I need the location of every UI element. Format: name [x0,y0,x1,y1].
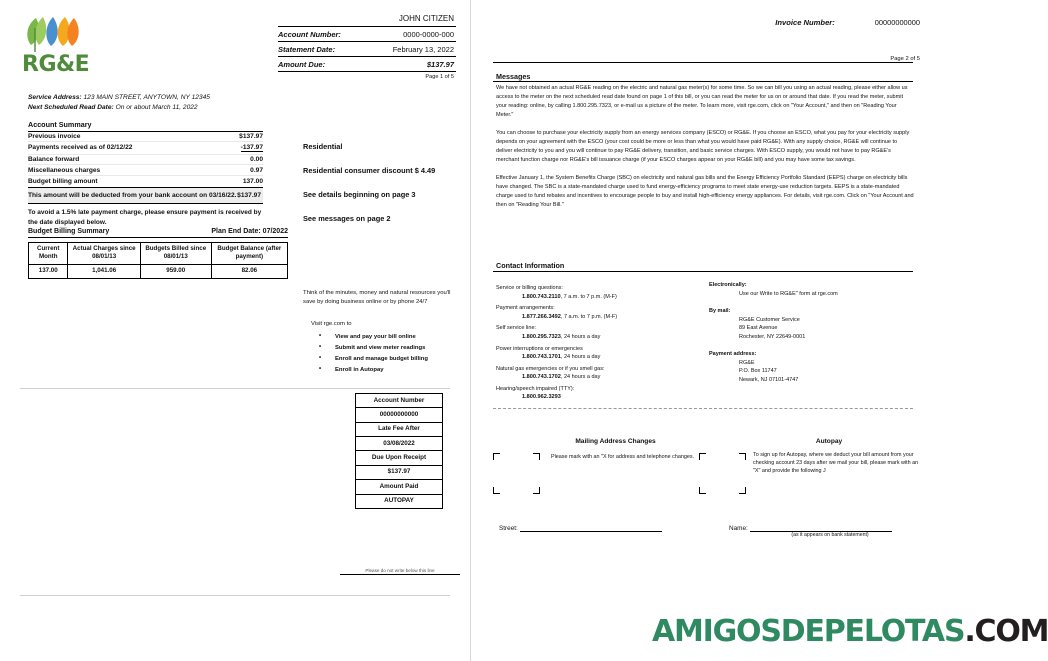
statement-date-label: Statement Date: [278,44,336,54]
promo-visit-label: Visit rge.com to [311,321,352,328]
contact-hours: , 7 a.m. to 7 p.m. (M-F) [560,313,618,320]
stub-due-amount: $137.97 [356,466,442,480]
service-address-label: Service Address: [28,94,82,101]
account-summary-section [28,120,263,228]
col-header-budgets-billed: Budgets Billed since 08/01/13 [140,243,211,265]
contact-number-line [522,373,711,382]
street-input[interactable] [520,524,662,532]
list-item: • Enroll and manage budget billing [319,354,455,365]
payment-address-line: P.O. Box 11747 [739,368,777,375]
contact-label: Natural gas emergencies or if you smell gas: [496,365,605,372]
checkbox-corner-mark[interactable] [493,453,500,460]
see-messages-note: See messages on page 2 [303,214,391,224]
autopay-form [699,438,921,497]
promo-bullet-list [319,332,455,376]
autodeduct-text: This amount will be deducted from your bank account on 03/16/22. [28,191,237,199]
contact-phone-list [496,281,711,402]
contact-number: 1.800.743.1702 [522,374,561,381]
account-number-row [278,27,456,42]
summary-label: Budget billing amount [28,177,98,185]
summary-value: 137.00 [242,177,263,185]
contact-number: 1.800.743.2110 [522,293,561,300]
page-1-indicator: Page 1 of 5 [425,74,454,80]
rge-wordmark: RG&E [22,52,90,77]
cell-actual-charges: 1,041.06 [68,264,140,278]
stub-late-fee-label: Late Fee After [356,423,442,437]
invoice-number-block [775,18,920,27]
rge-logo [22,14,106,77]
checkbox-corner-mark[interactable] [699,453,706,460]
contact-number-line [522,393,711,402]
summary-label: Payments received as of 02/12/22 [28,143,133,151]
summary-value: -137.97 [240,143,263,151]
invoice-number-label: Invoice Number: [775,18,835,27]
page-2-indicator: Page 2 of 5 [890,56,920,62]
summary-row [28,155,263,166]
contact-hours: , 24 hours a day [560,333,601,340]
list-item: • View and pay your bill online [319,332,455,343]
contact-address-list [709,281,929,384]
divider [493,271,913,272]
autopay-title: Autopay [815,438,843,445]
invoice-number-value: 00000000000 [874,18,920,27]
contact-label: Power interruptions or emergencies [496,345,583,352]
account-number-value: 0000-0000-000 [403,29,454,39]
contact-number: 1.877.266.3492 [522,313,561,320]
cell-current-month: 137.00 [29,264,68,278]
mailing-address-changes-text: Please mark with an "X for address and telephone changes. [551,454,695,460]
checkbox-corner-mark[interactable] [493,487,500,494]
checkbox-corner-mark[interactable] [739,453,746,460]
summary-row [28,176,263,186]
autodeduct-value: $137.97 [237,192,261,200]
account-number-label: Account Number: [278,29,341,39]
mailing-address-changes-form [493,438,708,497]
messages-title: Messages [496,72,531,81]
watermark-main-text: AMIGOSDEPELOTAS [652,614,965,649]
service-address-value: 123 MAIN STREET, ANYTOWN, NY 12345 [83,94,210,101]
cell-budget-balance: 82.06 [211,264,287,278]
contact-number-line [522,293,711,302]
summary-value: 0.00 [250,156,263,164]
next-read-value: On or about March 11, 2022 [115,103,198,111]
contact-number: 1.800.295.7323 [522,333,561,340]
next-read-line [28,103,328,113]
account-header-block [278,12,456,80]
street-label: Street: [499,525,518,532]
see-details-note: See details beginning on page 3 [303,190,416,200]
plan-end-date: Plan End Date: 07/2022 [211,228,288,235]
amount-due-label: Amount Due: [278,59,326,69]
checkbox-corner-mark[interactable] [739,487,746,494]
contact-label: Hearing/speech impaired (TTY): [496,385,575,392]
budget-billing-title: Budget Billing Summary [28,228,110,235]
contact-label: Payment arrangements: [496,305,555,312]
autopay-text: To sign up for Autopay, where we deduct your bill amount from your checking account 23 days after we mail your bill, please mark with an "X" and provide the following J [753,452,919,475]
customer-name: JOHN CITIZEN [278,12,456,27]
summary-row [28,165,263,176]
bill-page-2 [470,0,936,661]
col-header-actual-charges: Actual Charges since 08/01/13 [68,243,140,265]
contact-label: Service or billing questions: [496,285,563,291]
checkbox-corner-mark[interactable] [533,487,540,494]
table-row [29,264,288,278]
contact-number-line [522,333,711,342]
contact-number-line [522,353,711,362]
amount-due-value: $137.97 [426,59,454,69]
late-payment-note: To avoid a 1.5% late payment charge, please ensure payment is received by the date displayed below. [28,209,262,227]
promo-intro: Think of the minutes, money and natural resources you'll save by doing business online or by phone 24/7 [303,290,451,306]
contact-information-title: Contact Information [496,261,565,270]
contact-hours: , 24 hours a day [560,374,601,381]
rge-logo-marks [22,14,92,54]
account-summary-title: Account Summary [28,120,263,132]
divider [493,81,913,82]
payment-address-line: RG&E [739,359,755,366]
contact-label: Self service line: [496,325,537,332]
name-field-hint: (as it appears on bank statement) [791,532,869,538]
summary-value: 0.97 [250,166,263,174]
bill-page-1 [0,0,470,661]
cell-budgets-billed: 959.00 [140,264,211,278]
statement-date-value: February 13, 2022 [392,44,454,54]
watermark-suffix-text: .COM [964,614,1048,649]
summary-row [28,132,263,143]
contact-hours: , 24 hours a day [560,354,601,361]
divider [20,595,450,596]
residential-notes [303,141,453,237]
contact-hours: , 7 a.m. to 7 p.m. (M-F) [560,293,617,300]
payment-stub [355,393,443,509]
by-mail-label: By mail: [709,308,731,315]
checkbox-corner-mark[interactable] [533,453,540,460]
residential-heading: Residential [303,142,343,151]
name-field-group [729,524,901,538]
by-mail-line: RG&E Customer Service [739,316,800,323]
list-item: • Enroll in Autopay [319,365,455,376]
stub-account-number-label: Account Number [356,394,442,408]
payment-address-label: Payment address: [709,351,757,358]
amount-due-row [278,57,456,72]
messages-body [496,84,914,219]
summary-label: Miscellaneous charges [28,166,101,174]
electronically-label: Electronically: [709,282,747,288]
street-field-group [499,524,662,532]
summary-row [28,142,263,154]
autodeduct-highlight-row [28,187,263,205]
list-item: • Submit and view meter readings [319,343,455,354]
summary-value: $137.97 [239,133,263,141]
table-header-row [29,243,288,265]
contact-number-line [522,313,711,322]
budget-billing-table [28,242,288,279]
name-label: Name: [729,525,748,532]
col-header-current-month: Current Month [29,243,68,265]
statement-date-row [278,42,456,57]
electronically-value: Use our Write to RG&E" form at rge.com [739,290,838,297]
divider [493,62,913,63]
mailing-address-changes-title: Mailing Address Changes [575,438,656,445]
site-watermark [652,614,1048,649]
message-paragraph: You can choose to purchase your electricity supply from an energy services company (ESCO) or RG&E. If you choose an ESCO, what you pay for your electricity supply depends on your agreement with the ESCO (your cost could be more or less than what you would have paid RG&E). With any supply choice, RG&E will continue to deliver electricity to you and you will continue to pay RG&E delivery, transition, and basic service charges. With ESCO supply, you would not have to pay RG&E's merchant function charge nor RG&E's bill issuance charge (if your ESCO charges appear on your RG&E bill) and you may have some tax savings. [496,129,910,163]
leaf-drop-flame-icon [22,14,92,54]
budget-billing-section [28,228,288,279]
contact-number: 1.800.743.1701 [522,354,561,361]
col-header-budget-balance: Budget Balance (after payment) [211,243,287,265]
by-mail-line: Rochester, NY 22649-0001 [739,333,806,340]
stub-late-fee-date: 03/08/2022 [356,437,442,451]
checkbox-corner-mark[interactable] [699,487,706,494]
summary-label: Previous invoice [28,133,81,141]
tear-off-divider [493,408,913,409]
name-input[interactable] [750,524,892,532]
service-address-block [28,93,328,113]
payment-address-line: Newark, NJ 07101-4747 [739,376,799,383]
contact-number: 1.800.962.3293 [522,394,561,401]
stub-due-upon-receipt-label: Due Upon Receipt [356,451,442,465]
next-read-label: Next Scheduled Read Date: [28,103,114,111]
summary-label: Balance forward [28,156,80,164]
stub-amount-paid-label: Amount Paid [356,480,442,494]
divider [20,388,450,389]
stub-account-number-value: 00000000000 [356,408,442,422]
do-not-write-line: Please do not write below this line [340,568,460,575]
service-address-line [28,93,328,103]
message-paragraph: Effective January 1, the System Benefits Charge (SBC) on electricity and natural gas bills and the Energy Efficiency Portfolio Standard (EEPS) charge on electricity bills have changed. The SBC is a state-mandated charge used to fund energy-efficiency programs to meet state energy-use reduction targets. EEPS is a state-mandated charge used to fund rebates and incentives to encourage people to buy and install high-efficiency energy appliances. For details, visit rge.com. Click on "Your Account and then on "Reading Your Bill." [496,174,914,208]
online-promo-block [303,289,455,376]
message-paragraph: We have not obtained an actual RG&E reading on the electric and natural gas meter(s) for some time. So we can bill you using an actual reading, please either allow us access to the meter on the next scheduled read date found on page 1 of this bill, or you can read the meter for us on or around that date. If you read the meter, submit your reading: online, by calling 1.800.295.7323, or e-mail us a picture of the meter. To learn more, visit rge.com, click on "Your Account," and then on "Reading Your Meter." [496,85,908,118]
budget-billing-header [28,228,288,238]
residential-discount: Residential consumer discount $ 4.49 [303,166,436,176]
stub-autopay-value: AUTOPAY [384,497,414,505]
by-mail-line: 89 East Avenue [739,325,778,332]
